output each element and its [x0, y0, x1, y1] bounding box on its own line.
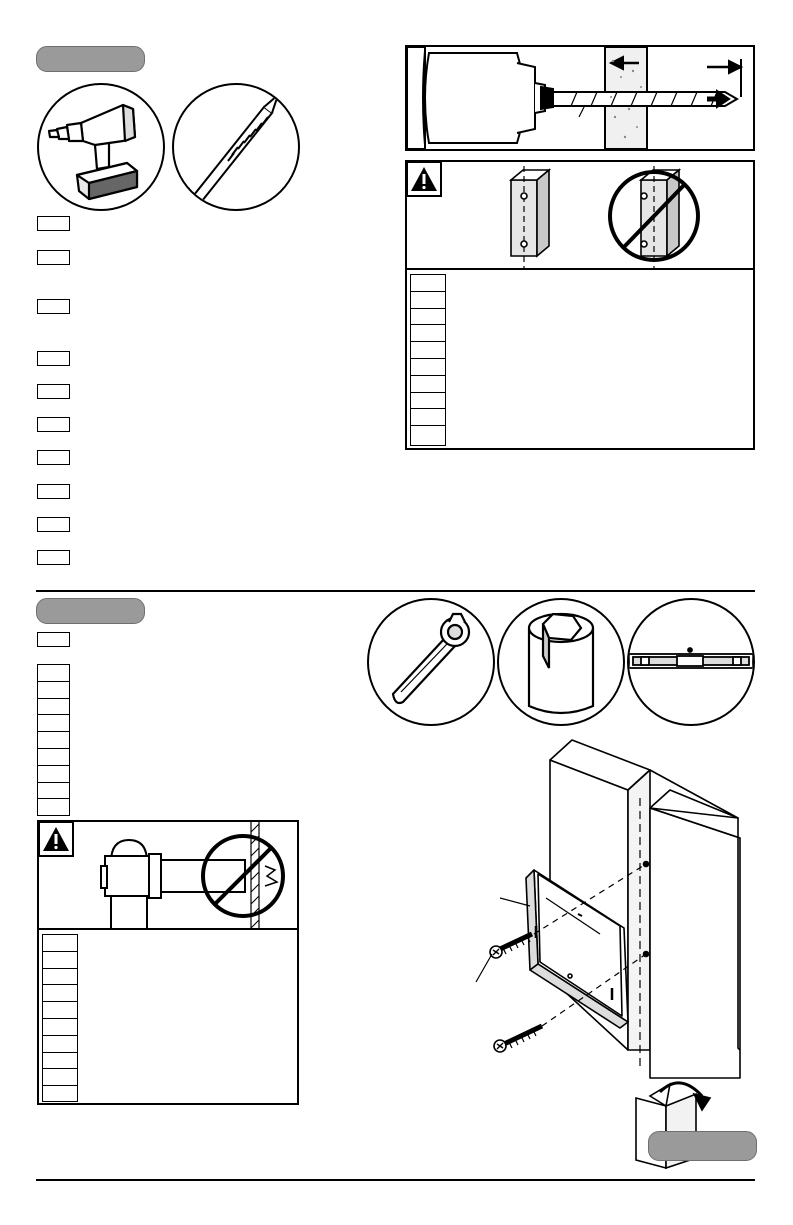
lang-cell	[411, 275, 445, 292]
lang-cell	[38, 732, 69, 749]
drill-into-wall-icon	[407, 47, 753, 149]
lang-cell	[411, 325, 445, 342]
lang-cell	[43, 1036, 77, 1053]
step1-warning-lang-stack	[410, 274, 446, 446]
lang-cell	[38, 665, 69, 682]
bubble-level-icon	[627, 598, 755, 726]
lang-cell	[411, 376, 445, 393]
step2-lang-box	[37, 632, 70, 647]
lang-cell	[43, 1019, 77, 1036]
lang-cell	[411, 426, 445, 443]
step1-warning-panel	[405, 160, 755, 450]
lang-cell	[38, 799, 69, 816]
lang-cell	[43, 935, 77, 952]
lang-cell	[43, 985, 77, 1002]
continue-badge	[648, 1131, 757, 1161]
warning-divider	[39, 928, 297, 930]
lang-cell	[43, 1086, 77, 1103]
step1-lang-box	[37, 384, 70, 399]
centered-holes-stud-icon	[503, 166, 563, 271]
lang-cell	[411, 309, 445, 326]
lang-cell	[38, 699, 69, 716]
lang-cell	[38, 682, 69, 699]
step1-lang-box	[37, 484, 70, 499]
step2-warning-lang-stack	[42, 934, 78, 1102]
drill-tool-circle	[37, 83, 165, 211]
lang-cell	[43, 1002, 77, 1019]
lang-cell	[411, 409, 445, 426]
lang-cell	[411, 393, 445, 410]
step1-lang-box	[37, 417, 70, 432]
warning-icon	[39, 822, 73, 856]
lang-cell	[38, 715, 69, 732]
step2-lang-stack	[37, 664, 70, 816]
bracket-screwed-to-stud-icon	[470, 738, 770, 1078]
overtightened-screw-icon	[99, 822, 299, 930]
lang-cell	[38, 766, 69, 783]
socket-tool-circle	[497, 598, 625, 726]
warning-divider	[407, 268, 753, 270]
step1-lang-box	[37, 299, 70, 314]
step1-lang-box	[37, 550, 70, 565]
level-tool-circle	[627, 598, 755, 726]
drill-bit-tool-circle	[172, 83, 300, 211]
lang-cell	[43, 969, 77, 986]
lang-cell	[38, 783, 69, 800]
lang-cell	[38, 749, 69, 766]
warning-icon	[407, 162, 441, 196]
step1-lang-box	[37, 250, 70, 265]
lang-cell	[411, 359, 445, 376]
lang-cell	[43, 952, 77, 969]
step1-badge	[36, 46, 145, 72]
hex-socket-icon	[497, 598, 625, 726]
step1-lang-box	[37, 351, 70, 366]
ratchet-tool-circle	[367, 598, 495, 726]
lang-cell	[43, 1053, 77, 1070]
step2-badge	[36, 598, 145, 624]
drill-bit-icon	[172, 83, 300, 211]
step2-warning-panel	[37, 820, 299, 1105]
ratchet-wrench-icon	[367, 598, 495, 726]
section-divider	[36, 590, 755, 592]
lang-cell	[43, 1069, 77, 1086]
step1-lang-box	[37, 517, 70, 532]
step1-lang-box	[37, 216, 70, 231]
drill-icon	[37, 83, 165, 211]
drill-depth-panel	[405, 45, 755, 151]
lang-cell	[411, 342, 445, 359]
footer-rule	[36, 1179, 755, 1181]
offset-holes-stud-icon	[607, 166, 702, 271]
step1-lang-box	[37, 450, 70, 465]
lang-cell	[411, 292, 445, 309]
